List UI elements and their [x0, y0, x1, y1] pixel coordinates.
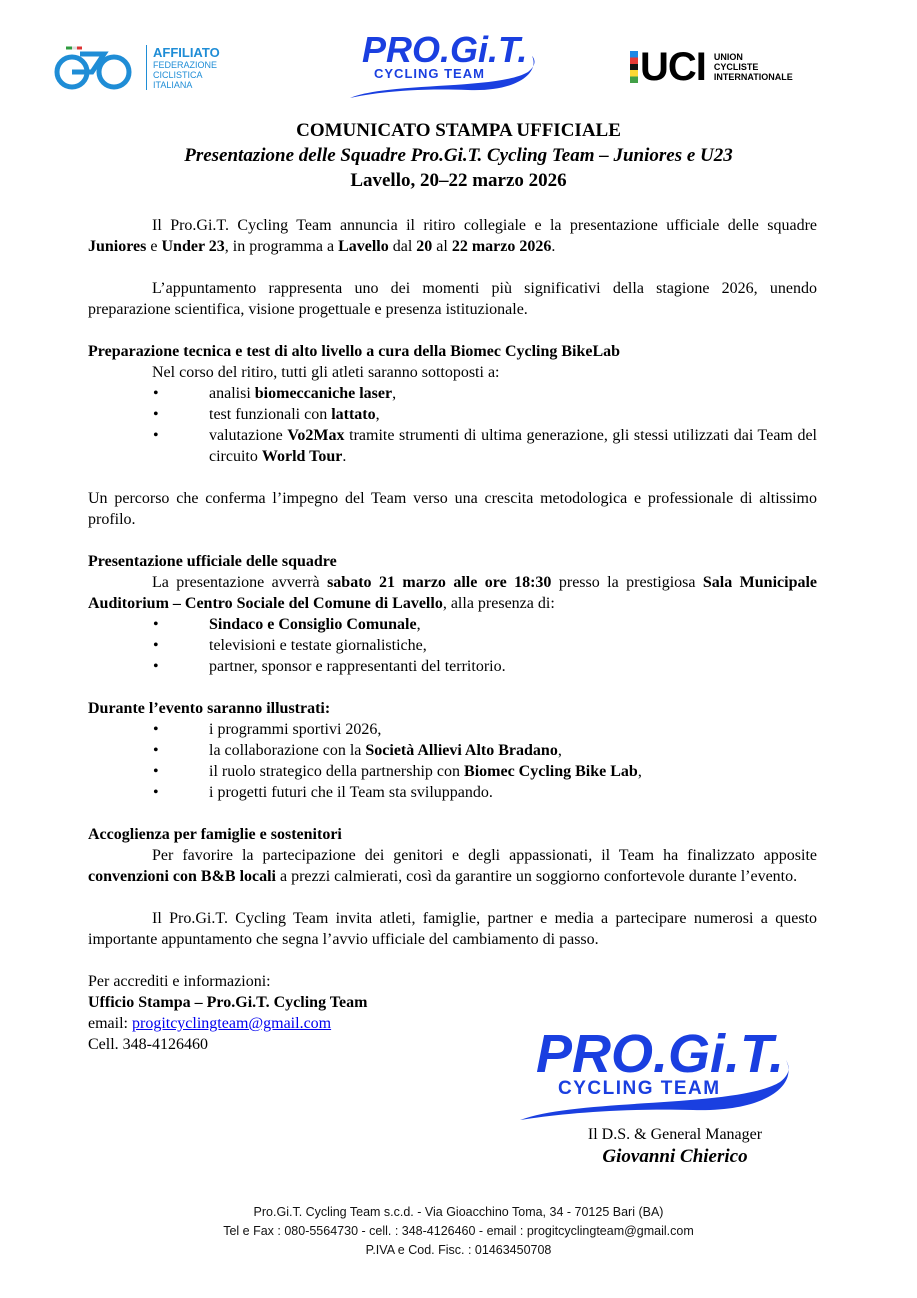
paragraph — [88, 278, 817, 320]
text: i programmi sportivi 2026, — [209, 721, 382, 738]
letterhead — [0, 28, 917, 108]
text: a prezzi calmierati, così da garantire un soggiorno confortevole durante l’evento. — [276, 868, 798, 885]
list-item — [88, 635, 817, 656]
text: al — [432, 238, 452, 255]
paragraph — [88, 845, 817, 887]
progit-logo-sub: CYCLING TEAM — [374, 66, 485, 81]
signatory-role: Il D.S. & General Manager — [587, 1126, 763, 1143]
progit-logo-name: PRO.Gi.T. — [536, 1024, 785, 1084]
text: , — [557, 742, 562, 759]
footer-address: Pro.Gi.T. Cycling Team s.c.d. - Via Gioacchino Toma, 34 - 70125 Bari (BA) — [253, 1205, 664, 1219]
text: Un percorso che conferma l’impegno del Team verso una crescita metodologica e professionale di altissimo profilo. — [88, 490, 817, 528]
list-item — [88, 761, 817, 782]
text: il ruolo strategico della partnership con — [209, 763, 465, 780]
section-heading — [88, 698, 817, 719]
footer-contacts: Tel e Fax : 080-5564730 - cell. : 348-4126460 - email : progitcyclingteam@gmail.com — [223, 1224, 694, 1238]
paragraph — [88, 215, 817, 257]
fci-affiliato: AFFILIATO — [153, 44, 220, 60]
press-release-body — [88, 215, 817, 1055]
uci-mark: UCI — [640, 45, 706, 89]
bold-text: Società Allievi Alto Bradano — [365, 742, 558, 759]
text: valutazione — [209, 427, 288, 444]
email-label: email: — [88, 1015, 132, 1032]
contact-intro: Per accrediti e informazioni: — [88, 973, 271, 990]
place-date: Lavello, 20–22 marzo 2026 — [350, 170, 567, 191]
bullet-list — [88, 614, 817, 677]
uci-line: CYCLISTE — [713, 62, 759, 72]
footer-vat: P.IVA e Cod. Fisc. : 01463450708 — [365, 1243, 552, 1257]
text: la collaborazione con la — [209, 742, 366, 759]
uci-rainbow-icon — [630, 51, 638, 83]
text: Il Pro.Gi.T. Cycling Team annuncia il ritiro collegiale e la presentazione ufficiale delle squadre — [152, 217, 817, 234]
text: , — [416, 616, 421, 633]
signatory-name: Giovanni Chierico — [602, 1146, 748, 1167]
list-item — [88, 404, 817, 425]
fci-line: ITALIANA — [153, 79, 193, 90]
text: presso la prestigiosa — [551, 574, 703, 591]
paragraph — [88, 362, 817, 383]
paragraph — [88, 908, 817, 950]
text: L’appuntamento rappresenta uno dei momenti più significativi della stagione 2026, unendo preparazione scientifica, visione progettuale e presenza istituzionale. — [88, 280, 817, 318]
text: e — [146, 238, 162, 255]
fci-line: CICLISTICA — [153, 69, 203, 80]
bold-text: sabato 21 marzo alle ore 18:30 — [327, 574, 552, 591]
email-link[interactable]: progitcyclingteam@gmail.com — [131, 1015, 332, 1032]
fci-line: FEDERAZIONE — [153, 59, 218, 70]
text: i progetti futuri che il Team sta sviluppando. — [209, 784, 493, 801]
text: , — [637, 763, 642, 780]
progit-logo — [348, 28, 543, 103]
uci-line: UNION — [713, 52, 743, 62]
text: La presentazione avverrà — [152, 574, 328, 591]
section-heading — [88, 824, 817, 845]
progit-logo-sub: CYCLING TEAM — [558, 1078, 721, 1099]
fci-bike-icon — [52, 42, 134, 92]
document-title: COMUNICATO STAMPA UFFICIALE — [296, 120, 621, 141]
uci-logo — [630, 45, 793, 89]
bold-text: Sala Municipale Auditorium – Centro Sociale del Comune di Lavello — [88, 574, 818, 612]
bold-text: biomeccaniche laser — [254, 385, 393, 402]
document-subtitle: Presentazione delle Squadre Pro.Gi.T. Cycling Team – Juniores e U23 — [184, 145, 733, 166]
bold-text: convenzioni con B&B locali — [88, 868, 276, 885]
bold-text: Preparazione tecnica e test di alto livello a cura della Biomec Cycling BikeLab — [88, 343, 621, 360]
text: , — [375, 406, 380, 423]
list-item — [88, 614, 817, 635]
paragraph — [88, 488, 817, 530]
bold-text: Durante l’evento saranno illustrati: — [88, 700, 331, 717]
text: partner, sponsor e rappresentanti del territorio. — [209, 658, 506, 675]
text: Il Pro.Gi.T. Cycling Team invita atleti, famiglie, partner e media a partecipare numerosi a questo importante appuntamento che segna l’avvio ufficiale del cambiamento di passo. — [88, 910, 817, 948]
uci-line: INTERNATIONALE — [713, 72, 793, 82]
contact-cell: Cell. 348-4126460 — [88, 1036, 208, 1053]
bold-text: Lavello — [338, 238, 389, 255]
list-item — [88, 782, 817, 803]
text: . — [551, 238, 556, 255]
list-item — [88, 383, 817, 404]
text: test funzionali con — [209, 406, 332, 423]
bold-text: 20 — [416, 238, 433, 255]
bold-text: World Tour — [261, 448, 343, 465]
text: Per favorire la partecipazione dei genitori e degli appassionati, il Team ha finalizzato apposite — [152, 847, 817, 864]
text: tramite strumenti di ultima generazione, gli stessi utilizzati dai Team del circuito — [209, 427, 817, 465]
bullet-list — [88, 383, 817, 467]
text: , in programma a — [224, 238, 339, 255]
signature-block — [560, 1124, 790, 1168]
text: Nel corso del ritiro, tutti gli atleti saranno sottoposti a: — [152, 364, 500, 381]
text: , alla presenza di: — [442, 595, 555, 612]
text: dal — [388, 238, 417, 255]
progit-logo-large — [518, 1020, 796, 1125]
bold-text: Under 23 — [161, 238, 225, 255]
progit-logo-name: PRO.Gi.T. — [362, 29, 528, 70]
text: . — [342, 448, 347, 465]
list-item — [88, 656, 817, 677]
bold-text: Presentazione ufficiale delle squadre — [88, 553, 337, 570]
bullet-list — [88, 719, 817, 803]
bold-text: Sindaco e Consiglio Comunale — [209, 616, 417, 633]
press-office: Ufficio Stampa – Pro.Gi.T. Cycling Team — [88, 994, 368, 1011]
text: televisioni e testate giornalistiche, — [209, 637, 427, 654]
list-item — [88, 740, 817, 761]
section-heading — [88, 341, 817, 362]
bold-text: Vo2Max — [287, 427, 345, 444]
bold-text: 22 marzo 2026 — [451, 238, 552, 255]
text: , — [392, 385, 397, 402]
footer — [0, 1203, 917, 1260]
title-block — [0, 118, 917, 193]
list-item — [88, 719, 817, 740]
bold-text: lattato — [331, 406, 376, 423]
fci-affiliation-logo — [52, 42, 220, 92]
list-item — [88, 425, 817, 467]
paragraph — [88, 572, 817, 614]
bold-text: Accoglienza per famiglie e sostenitori — [88, 826, 342, 843]
text: analisi — [209, 385, 255, 402]
bold-text: Biomec Cycling Bike Lab — [464, 763, 638, 780]
section-heading — [88, 551, 817, 572]
bold-text: Juniores — [88, 238, 147, 255]
